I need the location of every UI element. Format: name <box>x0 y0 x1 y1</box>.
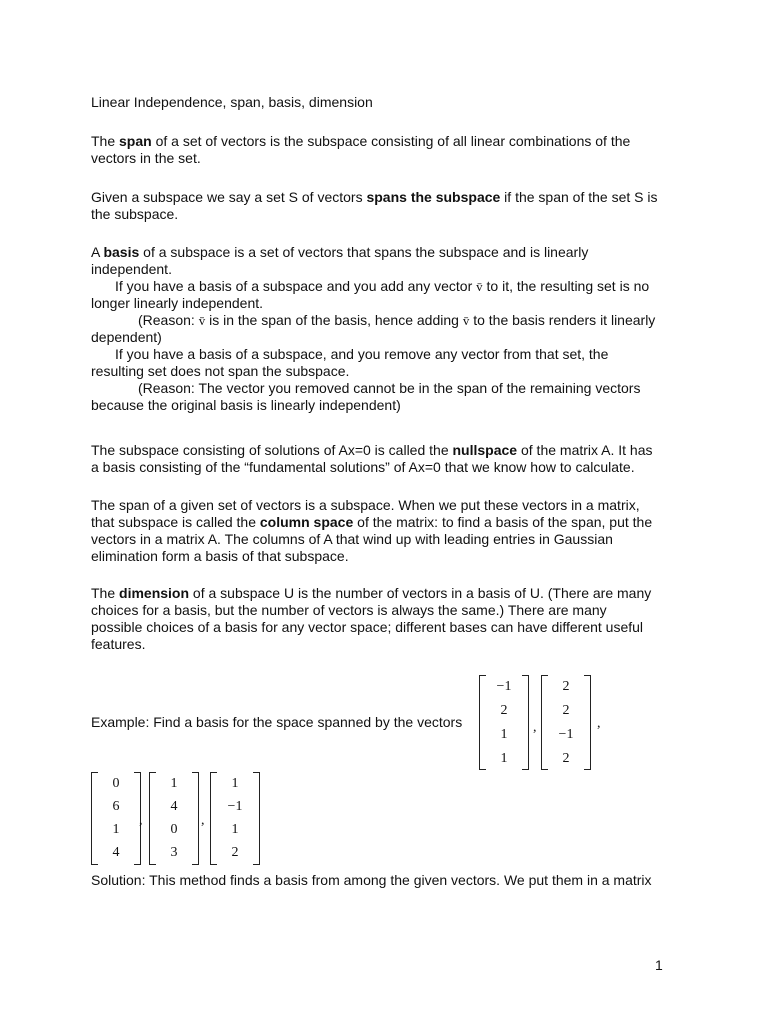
solution-text: Solution: This method finds a basis from among the given vectors. We put them in a matrix <box>91 872 652 888</box>
term-nullspace: nullspace <box>452 442 518 458</box>
span-definition: The span of a set of vectors is the subspace consisting of all linear combinations of the vectors in the set. <box>91 133 631 166</box>
matrix-entry: −1 <box>558 727 574 742</box>
vector-matrix <box>479 675 529 770</box>
vector-separator: , <box>533 720 537 735</box>
document-title: Linear Independence, span, basis, dimension <box>91 94 373 110</box>
vector-matrix <box>541 675 591 770</box>
matrix-entry: 1 <box>500 727 508 742</box>
matrix-entry: 0 <box>170 822 178 837</box>
matrix-entry: 1 <box>231 776 239 791</box>
basis-definition: A basis of a subspace is a set of vectors that spans the subspace and is linearly independent. If you have a basis of a subspace and you add any vector v̄ to it, the resulting set is no longer linearly independent. (Reason: v̄ is in the span of the basis, hence adding v̄ to the basis renders it linearly dependent) If you have a basis of a subspace, and you remove any vector from that set, the resulting set does not span the subspace. (Reason: The vector you removed cannot be in the span of the remaining vectors because the original basis is linearly independent) <box>91 244 656 413</box>
matrix-entry: −1 <box>227 799 243 814</box>
spans-definition: Given a subspace we say a set S of vectors spans the subspace if the span of the set S is the subspace. <box>91 189 658 222</box>
matrix-entry: 1 <box>112 822 120 837</box>
matrix-entry: 0 <box>112 776 120 791</box>
matrix-entry: 3 <box>170 845 178 860</box>
vector-matrix <box>210 772 260 865</box>
nullspace-definition: The subspace consisting of solutions of Ax=0 is called the nullspace of the matrix A. It has a basis consisting of the “fundamental solutions” of Ax=0 that we know how to calculate. <box>91 442 653 475</box>
vector-separator: , <box>597 716 601 731</box>
term-span: span <box>119 133 152 149</box>
matrix-entry: 2 <box>562 751 570 766</box>
vector-v-symbol: v̄ <box>198 313 206 328</box>
vector-matrix <box>91 772 141 865</box>
vector-matrix <box>149 772 199 865</box>
vector-v-symbol: v̄ <box>476 279 483 294</box>
term-basis: basis <box>103 244 140 260</box>
matrix-entry: 2 <box>562 679 570 694</box>
matrix-entry: 1 <box>500 751 508 766</box>
example-text: Example: Find a basis for the space spanned by the vectors <box>91 714 463 730</box>
dimension-definition: The dimension of a subspace U is the number of vectors in a basis of U. (There are many choices for a basis, but the number of vectors is always the same.) There are many possible choices of a basis for any vector space; different bases can have different useful features. <box>91 585 652 652</box>
matrix-entry: 1 <box>231 822 239 837</box>
matrix-entry: 4 <box>170 799 178 814</box>
matrix-entry: 2 <box>562 703 570 718</box>
matrix-entry: −1 <box>496 679 512 694</box>
term-spans-the-subspace: spans the subspace <box>366 189 501 205</box>
vector-separator: , <box>139 813 143 828</box>
vector-v-symbol: v̄ <box>462 313 470 328</box>
matrix-entry: 1 <box>170 776 178 791</box>
vector-separator: , <box>201 813 205 828</box>
term-column-space: column space <box>259 514 354 530</box>
matrix-entry: 4 <box>112 845 120 860</box>
term-dimension: dimension <box>119 585 190 601</box>
page-number: 1 <box>655 957 663 973</box>
matrix-entry: 6 <box>112 799 120 814</box>
column-space-definition: The span of a given set of vectors is a subspace. When we put these vectors in a matrix, that subspace is called the column space of the matrix: to find a basis of the span, put the vectors in a matrix A. The columns of A that wind up with leading entries in Gaussian elimination form a basis of that subspace. <box>91 497 653 564</box>
matrix-entry: 2 <box>231 845 239 860</box>
matrix-entry: 2 <box>500 703 508 718</box>
